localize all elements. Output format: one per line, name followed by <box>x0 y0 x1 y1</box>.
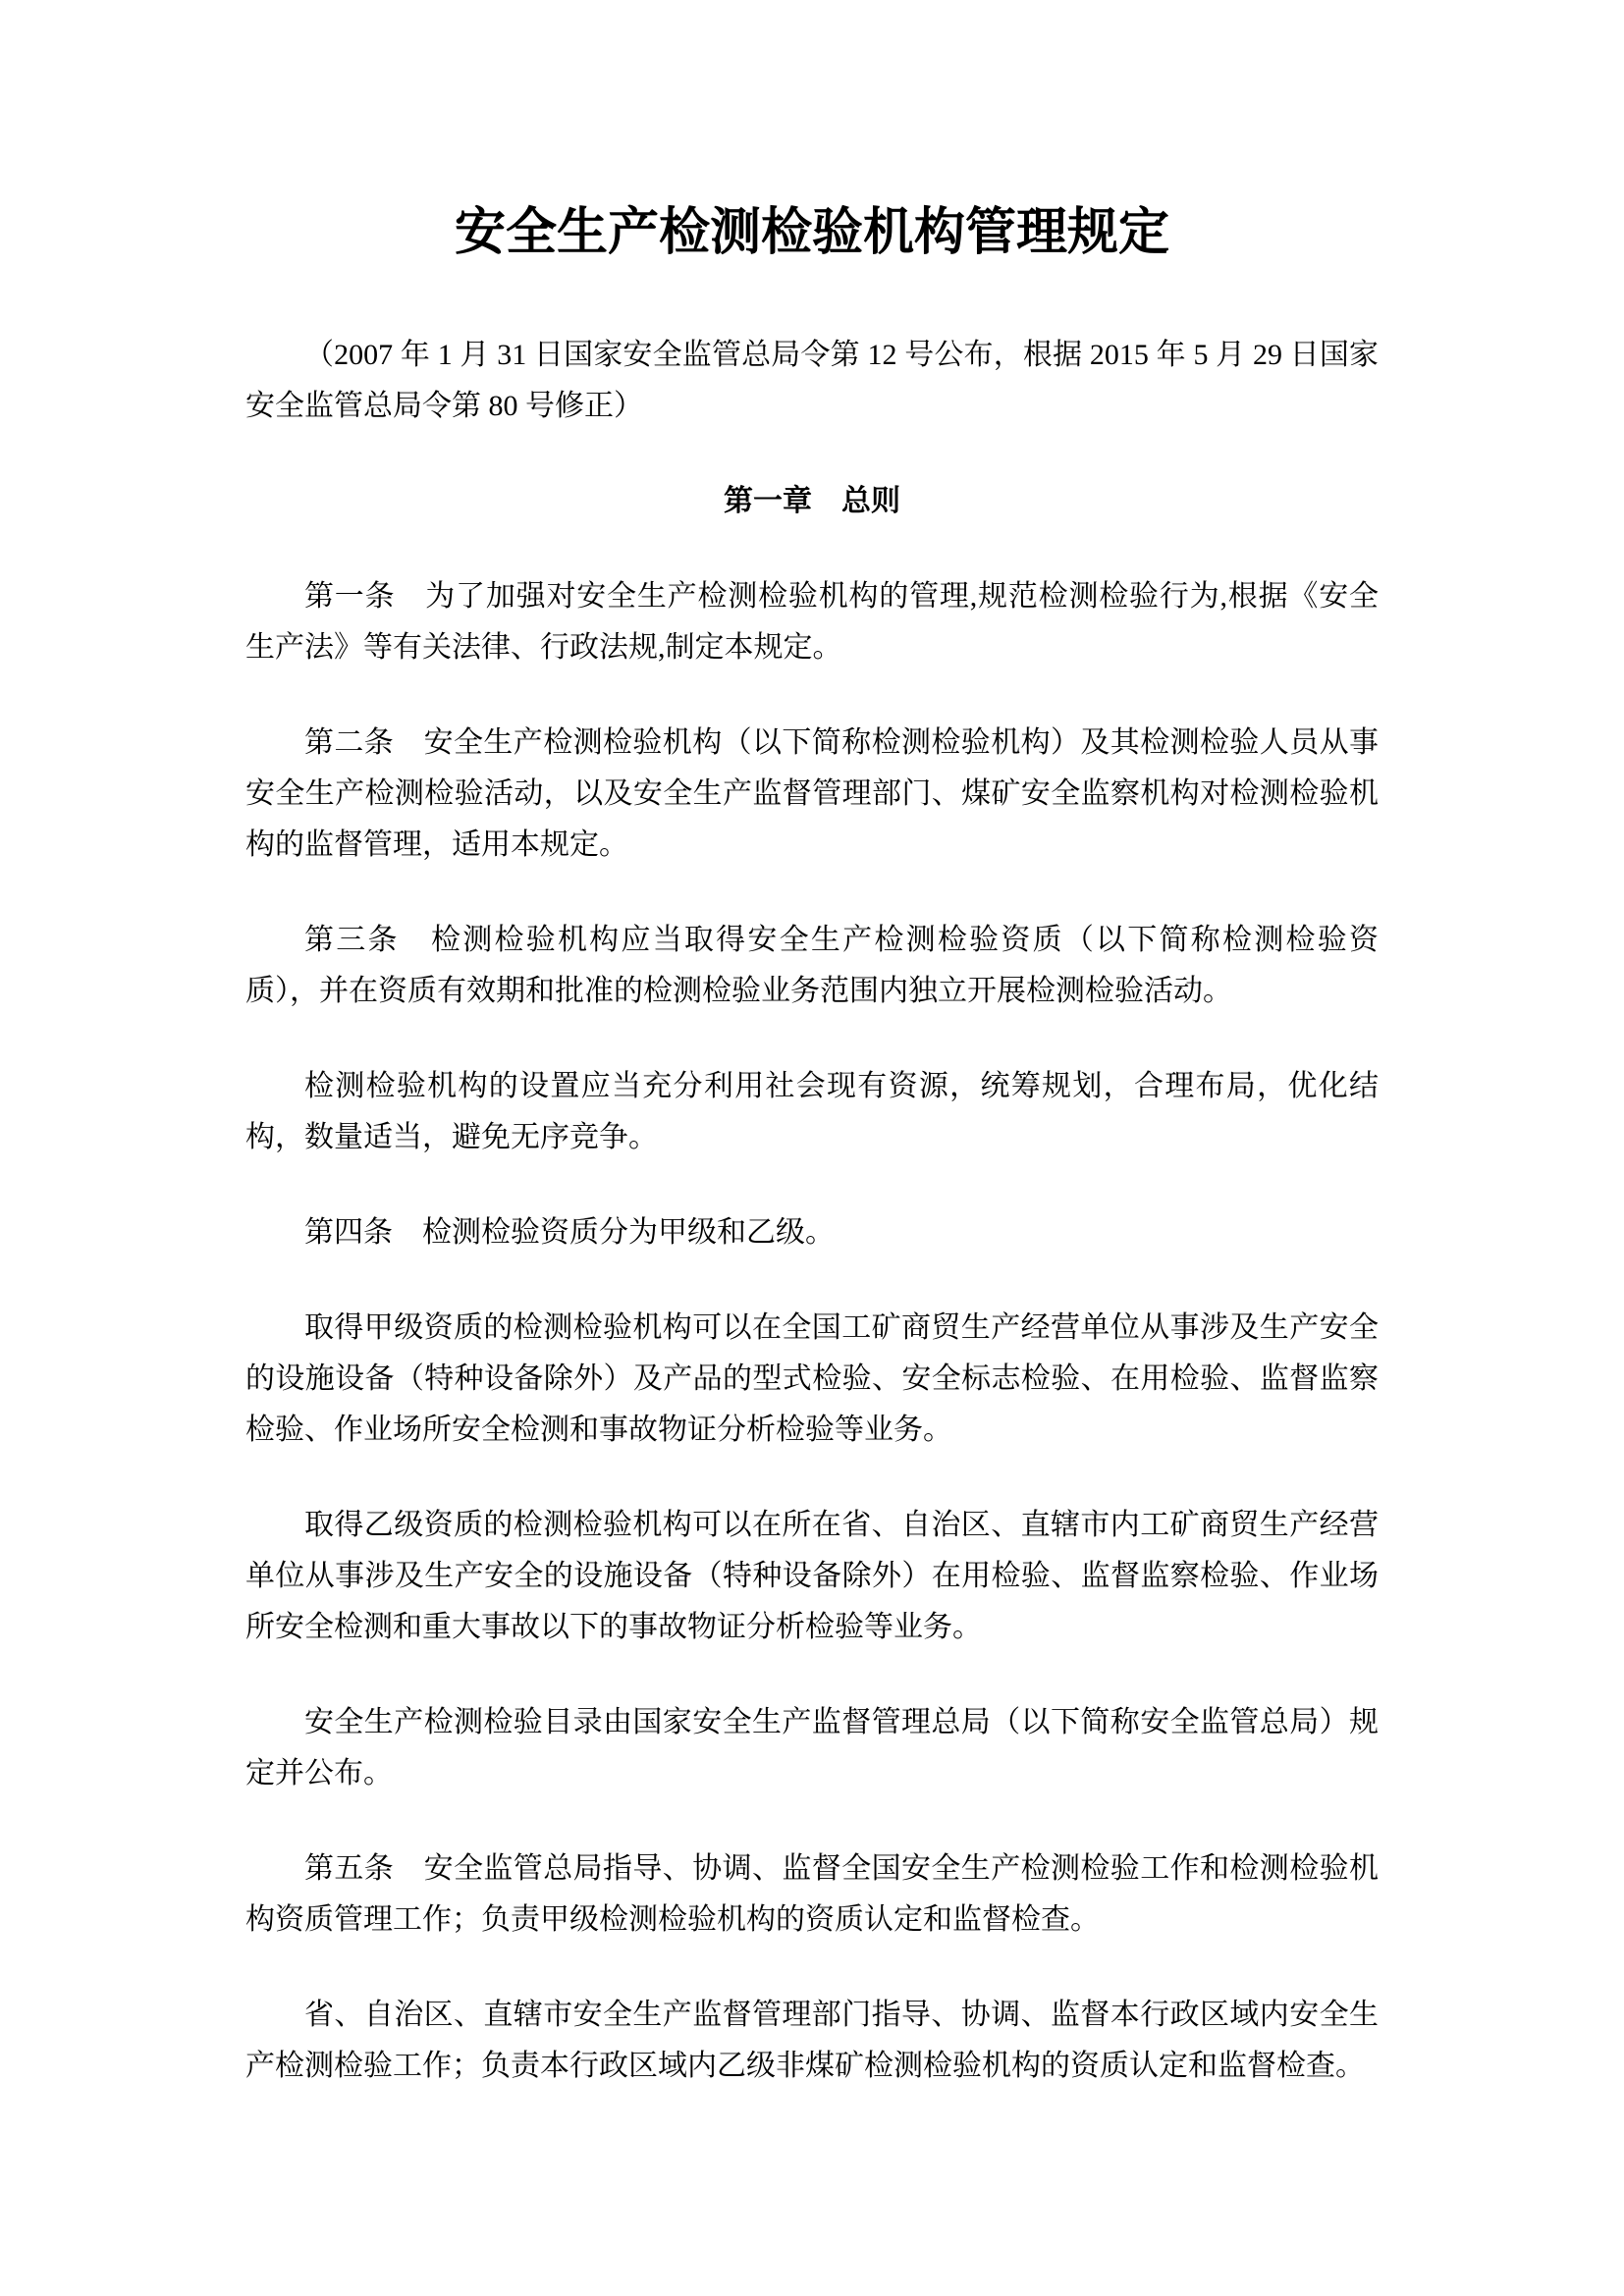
chapter-1-body <box>245 571 1379 2092</box>
article-4-catalog-paragraph: 安全生产检测检验目录由国家安全生产监督管理总局（以下简称安全监管总局）规定并公布。 <box>245 1706 1379 1789</box>
chapter-1-heading: 第一章 总则 <box>724 485 900 517</box>
article-5-clause-2-paragraph: 省、自治区、直辖市安全生产监督管理部门指导、协调、监督本行政区域内安全生产检测检验工作；负责本行政区域内乙级非煤矿检测检验机构的资质认定和监督检查。 <box>245 1999 1379 2082</box>
article-4-grade-a-paragraph: 取得甲级资质的检测检验机构可以在全国工矿商贸生产经营单位从事涉及生产安全的设施设备（特种设备除外）及产品的型式检验、安全标志检验、在用检验、监督监察检验、作业场所安全检测和事故物证分析检验等业务。 <box>245 1311 1379 1446</box>
article-3-clause-1-paragraph: 第三条 检测检验机构应当取得安全生产检测检验资质（以下简称检测检验资质），并在资质有效期和批准的检测检验业务范围内独立开展检测检验活动。 <box>245 924 1379 1007</box>
article-5-clause-1-paragraph: 第五条 安全监管总局指导、协调、监督全国安全生产检测检验工作和检测检验机构资质管理工作；负责甲级检测检验机构的资质认定和监督检查。 <box>245 1852 1379 1936</box>
document-title: 安全生产检测检验机构管理规定 <box>454 204 1169 261</box>
preamble-paragraph: （2007 年 1 月 31 日国家安全监管总局令第 12 号公布，根据 2015 年 5 月 29 日国家安全监管总局令第 80 号修正） <box>245 339 1379 422</box>
article-2-paragraph: 第二条 安全生产检测检验机构（以下简称检测检验机构）及其检测检验人员从事安全生产检测检验活动，以及安全生产监督管理部门、煤矿安全监察机构对检测检验机构的监督管理，适用本规定。 <box>245 726 1379 861</box>
article-4-clause-1-paragraph: 第四条 检测检验资质分为甲级和乙级。 <box>304 1216 835 1249</box>
article-1-paragraph: 第一条 为了加强对安全生产检测检验机构的管理,规范检测检验行为,根据《安全生产法》等有关法律、行政法规,制定本规定。 <box>245 580 1379 664</box>
article-4-grade-b-paragraph: 取得乙级资质的检测检验机构可以在所在省、自治区、直辖市内工矿商贸生产经营单位从事涉及生产安全的设施设备（特种设备除外）在用检验、监督监察检验、作业场所安全检测和重大事故以下的事故物证分析检验等业务。 <box>245 1509 1379 1643</box>
article-3-clause-2-paragraph: 检测检验机构的设置应当充分利用社会现有资源，统筹规划，合理布局，优化结构，数量适当，避免无序竞争。 <box>245 1070 1379 1153</box>
